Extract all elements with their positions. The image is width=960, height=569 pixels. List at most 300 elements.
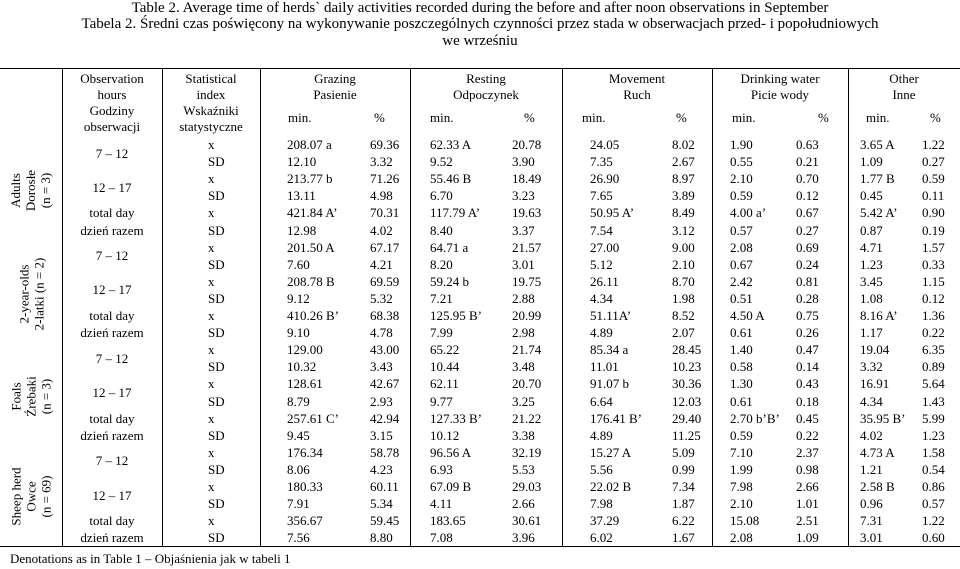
value-cell: 2.07 (672, 325, 695, 341)
value-cell: 0.47 (796, 342, 819, 358)
value-cell: 4.71 (860, 239, 883, 255)
stat-index-cell: SD (208, 325, 225, 341)
value-cell: 0.61 (730, 393, 753, 409)
value-cell: 7.08 (430, 530, 453, 546)
stat-index-cell: x (208, 273, 215, 289)
header-text: Movement (608, 71, 666, 86)
header-text: Grazing (314, 71, 356, 86)
value-cell: 59.45 (370, 513, 400, 529)
value-cell: 0.51 (730, 290, 753, 306)
value-cell: 213.77 b (287, 171, 333, 187)
value-cell: 71.26 (370, 171, 400, 187)
value-cell: 6.22 (672, 513, 695, 529)
unit-min: min. (582, 110, 606, 125)
value-cell: 1.30 (730, 376, 753, 392)
header-text: index (196, 87, 226, 102)
value-cell: 128.61 (287, 376, 323, 392)
stat-index-cell: x (208, 239, 215, 255)
value-cell: 12.98 (287, 222, 317, 238)
value-cell: 1.23 (860, 256, 883, 272)
value-cell: 1.98 (672, 290, 695, 306)
value-cell: 0.27 (922, 154, 945, 170)
value-cell: 0.14 (796, 359, 819, 375)
value-cell: 0.26 (796, 325, 819, 341)
value-cell: 8.79 (287, 393, 310, 409)
header-text: Inne (892, 87, 916, 102)
value-cell: 257.61 C’ (287, 410, 339, 426)
value-cell: 6.70 (430, 188, 453, 204)
value-cell: 8.20 (430, 256, 453, 272)
value-cell: 21.57 (512, 239, 542, 255)
value-cell: 24.05 (590, 137, 620, 152)
value-cell: 30.36 (672, 376, 702, 392)
group-label-text: Dorosłe (23, 169, 39, 211)
value-cell: 0.87 (860, 222, 883, 238)
value-cell: 3.45 (860, 273, 883, 289)
stat-index-cell: x (208, 513, 215, 529)
stat-index-cell: SD (208, 256, 225, 272)
value-cell: 0.69 (796, 239, 819, 255)
column-divider (562, 68, 563, 546)
value-cell: 2.37 (796, 444, 819, 460)
value-cell: 1.01 (796, 496, 819, 512)
value-cell: 6.02 (590, 530, 613, 546)
header-text: Pasienie (313, 87, 357, 102)
value-cell: 2.70 b’B’ (730, 410, 780, 426)
value-cell: 9.77 (430, 393, 453, 409)
value-cell: 0.21 (796, 154, 819, 170)
value-cell: 32.19 (512, 444, 542, 460)
value-cell: 91.07 b (590, 376, 629, 392)
value-cell: 7.99 (430, 325, 453, 341)
group-label-2-year-olds (0, 242, 62, 346)
stat-index-cell: x (208, 342, 215, 358)
value-cell: 59.24 b (430, 273, 469, 289)
value-cell: 85.34 a (590, 342, 629, 358)
value-cell: 3.32 (860, 359, 883, 375)
value-cell: 0.60 (922, 530, 945, 546)
group-label-text: Foals (8, 381, 24, 411)
value-cell: 42.94 (370, 410, 400, 426)
value-cell: 8.06 (287, 461, 310, 477)
value-cell: 0.57 (922, 496, 945, 512)
value-cell: 29.03 (512, 479, 542, 494)
value-cell: 3.89 (672, 188, 695, 204)
value-cell: 0.27 (796, 222, 819, 238)
value-cell: 4.73 A (860, 444, 895, 460)
header-text: Statistical (185, 71, 237, 86)
value-cell: 3.96 (512, 530, 535, 546)
value-cell: 1.09 (796, 530, 819, 546)
value-cell: 7.10 (730, 444, 753, 460)
value-cell: 10.44 (430, 359, 460, 375)
value-cell: 8.80 (370, 530, 393, 546)
value-cell: 0.22 (922, 325, 945, 341)
value-cell: 180.33 (287, 479, 323, 494)
value-cell: 183.65 (430, 513, 466, 529)
stat-index-cell: SD (208, 461, 225, 477)
stat-index-cell: x (208, 205, 215, 221)
value-cell: 2.10 (730, 171, 753, 187)
unit-percent: % (374, 110, 385, 125)
value-cell: 9.12 (287, 290, 310, 306)
value-cell: 3.90 (512, 154, 535, 170)
value-cell: 9.52 (430, 154, 453, 170)
value-cell: 0.86 (922, 479, 945, 494)
value-cell: 7.65 (590, 188, 613, 204)
stat-index-cell: SD (208, 427, 225, 443)
column-divider (848, 68, 849, 546)
value-cell: 8.40 (430, 222, 453, 238)
group-label-text: (n = 3) (38, 378, 54, 414)
value-cell: 1.09 (860, 154, 883, 170)
value-cell: 1.43 (922, 393, 945, 409)
value-cell: 0.33 (922, 256, 945, 272)
value-cell: 19.75 (512, 273, 542, 289)
value-cell: 3.23 (512, 188, 535, 204)
value-cell: 62.11 (430, 376, 459, 392)
value-cell: 68.38 (370, 308, 400, 323)
value-cell: 4.89 (590, 427, 613, 443)
value-cell: 4.34 (590, 290, 613, 306)
value-cell: 6.35 (922, 342, 945, 358)
unit-percent: % (930, 110, 941, 125)
stat-index-cell: x (208, 376, 215, 392)
value-cell: 2.67 (672, 154, 695, 170)
value-cell: 67.09 B (430, 479, 472, 494)
header-text: Odpoczynek (453, 87, 519, 102)
value-cell: 0.81 (796, 273, 819, 289)
unit-percent: % (818, 110, 829, 125)
header-text: Godziny (89, 103, 135, 118)
value-cell: 5.34 (370, 496, 393, 512)
value-cell: 0.24 (796, 256, 819, 272)
value-cell: 3.25 (512, 393, 535, 409)
value-cell: 7.31 (860, 513, 883, 529)
value-cell: 5.32 (370, 290, 393, 306)
stat-index-cell: x (208, 171, 215, 187)
stat-index-cell: SD (208, 222, 225, 238)
value-cell: 3.43 (370, 359, 393, 375)
value-cell: 65.22 (430, 342, 460, 358)
value-cell: 1.40 (730, 342, 753, 358)
value-cell: 8.16 A’ (860, 308, 898, 323)
value-cell: 4.11 (430, 496, 453, 512)
value-cell: 0.67 (730, 256, 753, 272)
unit-min: min. (430, 110, 454, 125)
value-cell: 208.07 a (287, 137, 332, 152)
group-label-text: Owce (23, 480, 39, 512)
value-cell: 3.37 (512, 222, 535, 238)
value-cell: 8.70 (672, 273, 695, 289)
value-cell: 1.17 (860, 325, 883, 341)
value-cell: 7.60 (287, 256, 310, 272)
header-text: Observation (80, 71, 144, 86)
value-cell: 0.57 (730, 222, 753, 238)
value-cell: 2.88 (512, 290, 535, 306)
observation-period-label: total day (89, 308, 135, 323)
stat-index-cell: SD (208, 496, 225, 512)
observation-period-label: 12 – 17 (92, 282, 132, 298)
value-cell: 67.17 (370, 239, 400, 255)
header-statistical-index (162, 71, 260, 135)
value-cell: 421.84 A’ (287, 205, 338, 221)
value-cell: 58.78 (370, 444, 400, 460)
observation-period-label: 7 – 12 (95, 145, 129, 161)
observation-period-label: 12 – 17 (92, 179, 132, 195)
value-cell: 7.98 (730, 479, 753, 494)
value-cell: 4.23 (370, 461, 393, 477)
value-cell: 0.70 (796, 171, 819, 187)
value-cell: 18.49 (512, 171, 542, 187)
unit-min: min. (732, 110, 756, 125)
header-grazing (260, 71, 410, 103)
table-caption-en: Table 2. Average time of herds` daily activities recorded during the before and after noon observations in September (131, 0, 829, 16)
value-cell: 3.01 (512, 256, 535, 272)
value-cell: 27.00 (590, 239, 620, 255)
value-cell: 127.33 B’ (430, 410, 482, 426)
header-text: Picie wody (750, 87, 810, 102)
value-cell: 20.99 (512, 308, 542, 323)
value-cell: 8.97 (672, 171, 695, 187)
value-cell: 2.10 (730, 496, 753, 512)
stat-index-cell: x (208, 137, 215, 152)
table-caption-pl: Tabela 2. Średni czas poświęcony na wykonywanie poszczególnych czynności przez stada w obserwacjach przed- i popołudniowych (81, 16, 879, 32)
stat-index-cell: x (208, 479, 215, 494)
value-cell: 5.56 (590, 461, 613, 477)
value-cell: 51.11A’ (590, 308, 632, 323)
value-cell: 70.31 (370, 205, 400, 221)
value-cell: 176.41 B’ (590, 410, 642, 426)
value-cell: 4.21 (370, 256, 393, 272)
value-cell: 0.58 (730, 359, 753, 375)
value-cell: 3.65 A (860, 137, 895, 152)
value-cell: 0.67 (796, 205, 819, 221)
value-cell: 0.59 (922, 171, 945, 187)
group-label-text: Sheep herd (8, 466, 24, 526)
value-cell: 7.21 (430, 290, 453, 306)
value-cell: 1.21 (860, 461, 883, 477)
value-cell: 2.10 (672, 256, 695, 272)
value-cell: 125.95 B’ (430, 308, 482, 323)
value-cell: 30.61 (512, 513, 542, 529)
value-cell: 176.34 (287, 444, 323, 460)
value-cell: 35.95 B’ (860, 410, 906, 426)
value-cell: 0.18 (796, 393, 819, 409)
value-cell: 29.40 (672, 410, 702, 426)
value-cell: 1.22 (922, 137, 945, 152)
value-cell: 64.71 a (430, 239, 469, 255)
observation-period-label: dzień razem (80, 427, 144, 443)
value-cell: 4.34 (860, 393, 883, 409)
value-cell: 208.78 B (287, 273, 335, 289)
stat-index-cell: SD (208, 530, 225, 546)
column-divider (410, 68, 411, 546)
value-cell: 2.66 (796, 479, 819, 494)
value-cell: 0.45 (860, 188, 883, 204)
group-label-text: 2-latki (n = 2) (31, 257, 46, 331)
value-cell: 26.11 (590, 273, 619, 289)
value-cell: 7.54 (590, 222, 613, 238)
value-cell: 12.03 (672, 393, 702, 409)
unit-min: min. (288, 110, 312, 125)
value-cell: 1.15 (922, 273, 945, 289)
value-cell: 15.27 A (590, 444, 632, 460)
value-cell: 0.43 (796, 376, 819, 392)
header-text: hours (97, 87, 127, 102)
header-drinking-water (712, 71, 848, 103)
value-cell: 8.02 (672, 137, 695, 152)
value-cell: 5.42 A’ (860, 205, 898, 221)
value-cell: 10.32 (287, 359, 317, 375)
value-cell: 21.74 (512, 342, 542, 358)
value-cell: 9.45 (287, 427, 310, 443)
value-cell: 129.00 (287, 342, 323, 358)
value-cell: 0.61 (730, 325, 753, 341)
header-text: obserwacji (83, 119, 141, 134)
value-cell: 4.02 (860, 427, 883, 443)
value-cell: 4.78 (370, 325, 393, 341)
value-cell: 2.58 B (860, 479, 895, 494)
header-movement (562, 71, 712, 103)
value-cell: 2.51 (796, 513, 819, 529)
unit-percent: % (524, 110, 535, 125)
value-cell: 0.98 (796, 461, 819, 477)
value-cell: 0.28 (796, 290, 819, 306)
value-cell: 0.99 (672, 461, 695, 477)
value-cell: 2.98 (512, 325, 535, 341)
value-cell: 1.99 (730, 461, 753, 477)
value-cell: 13.11 (287, 188, 316, 204)
value-cell: 55.46 B (430, 171, 472, 187)
value-cell: 4.02 (370, 222, 393, 238)
value-cell: 0.12 (796, 188, 819, 204)
value-cell: 1.22 (922, 513, 945, 529)
value-cell: 96.56 A (430, 444, 472, 460)
header-text: Wskaźniki (183, 103, 239, 118)
value-cell: 9.10 (287, 325, 310, 341)
value-cell: 0.12 (922, 290, 945, 306)
value-cell: 6.64 (590, 393, 613, 409)
value-cell: 11.01 (590, 359, 619, 375)
value-cell: 1.23 (922, 427, 945, 443)
observation-period-label: dzień razem (80, 325, 144, 341)
value-cell: 0.63 (796, 137, 819, 152)
group-label-text: (n = 3) (38, 172, 54, 208)
observation-period-label: total day (89, 410, 135, 426)
value-cell: 7.35 (590, 154, 613, 170)
value-cell: 28.45 (672, 342, 702, 358)
table-caption-pl-cont: we wrześniu (442, 33, 518, 49)
value-cell: 3.32 (370, 154, 393, 170)
value-cell: 3.48 (512, 359, 535, 375)
value-cell: 37.29 (590, 513, 620, 529)
value-cell: 42.67 (370, 376, 400, 392)
value-cell: 0.19 (922, 222, 945, 238)
column-divider (62, 68, 63, 546)
value-cell: 16.91 (860, 376, 890, 392)
value-cell: 11.25 (672, 427, 701, 443)
value-cell: 9.00 (672, 239, 695, 255)
value-cell: 3.01 (860, 530, 883, 546)
value-cell: 10.12 (430, 427, 460, 443)
table-top-rule (0, 68, 960, 69)
group-label-sheep-herd (0, 446, 62, 546)
value-cell: 0.59 (730, 427, 753, 443)
group-label-adults (0, 138, 62, 242)
group-label-text: 2-year-olds (16, 264, 31, 324)
stat-index-cell: SD (208, 393, 225, 409)
value-cell: 7.98 (590, 496, 613, 512)
value-cell: 4.50 A (730, 308, 765, 323)
value-cell: 62.33 A (430, 137, 472, 152)
value-cell: 43.00 (370, 342, 400, 358)
value-cell: 0.55 (730, 154, 753, 170)
value-cell: 2.08 (730, 530, 753, 546)
value-cell: 20.78 (512, 137, 542, 152)
value-cell: 356.67 (287, 513, 323, 529)
value-cell: 5.99 (922, 410, 945, 426)
value-cell: 5.12 (590, 256, 613, 272)
stat-index-cell: SD (208, 188, 225, 204)
value-cell: 5.53 (512, 461, 535, 477)
value-cell: 3.38 (512, 427, 535, 443)
stat-index-cell: x (208, 410, 215, 426)
group-label-text: Źrebaki (23, 375, 39, 417)
value-cell: 2.42 (730, 273, 753, 289)
column-divider (162, 68, 163, 546)
value-cell: 1.67 (672, 530, 695, 546)
value-cell: 0.45 (796, 410, 819, 426)
value-cell: 2.93 (370, 393, 393, 409)
column-divider (712, 68, 713, 546)
value-cell: 69.36 (370, 137, 400, 152)
observation-period-label: total day (89, 513, 135, 529)
stat-index-cell: SD (208, 359, 225, 375)
value-cell: 1.57 (922, 239, 945, 255)
value-cell: 22.02 B (590, 479, 632, 494)
value-cell: 2.66 (512, 496, 535, 512)
group-label-foals (0, 344, 62, 448)
group-label-text: Adults (8, 172, 24, 208)
value-cell: 4.89 (590, 325, 613, 341)
observation-period-label: dzień razem (80, 222, 144, 238)
column-divider (260, 68, 261, 546)
value-cell: 3.15 (370, 427, 393, 443)
value-cell: 0.11 (922, 188, 945, 204)
observation-period-label: dzień razem (80, 530, 144, 546)
value-cell: 0.22 (796, 427, 819, 443)
value-cell: 0.59 (730, 188, 753, 204)
observation-period-label: 12 – 17 (92, 487, 132, 503)
header-other (848, 71, 960, 103)
value-cell: 0.89 (922, 359, 945, 375)
stat-index-cell: x (208, 444, 215, 460)
value-cell: 6.93 (430, 461, 453, 477)
observation-period-label: 7 – 12 (95, 453, 129, 469)
value-cell: 117.79 A’ (430, 205, 481, 221)
header-text: Ruch (623, 87, 651, 102)
value-cell: 3.12 (672, 222, 695, 238)
value-cell: 7.56 (287, 530, 310, 546)
value-cell: 50.95 A’ (590, 205, 635, 221)
value-cell: 0.75 (796, 308, 819, 323)
value-cell: 5.64 (922, 376, 945, 392)
stat-index-cell: x (208, 308, 215, 323)
value-cell: 4.00 a’ (730, 205, 767, 221)
value-cell: 5.09 (672, 444, 695, 460)
header-text: Drinking water (740, 71, 820, 86)
